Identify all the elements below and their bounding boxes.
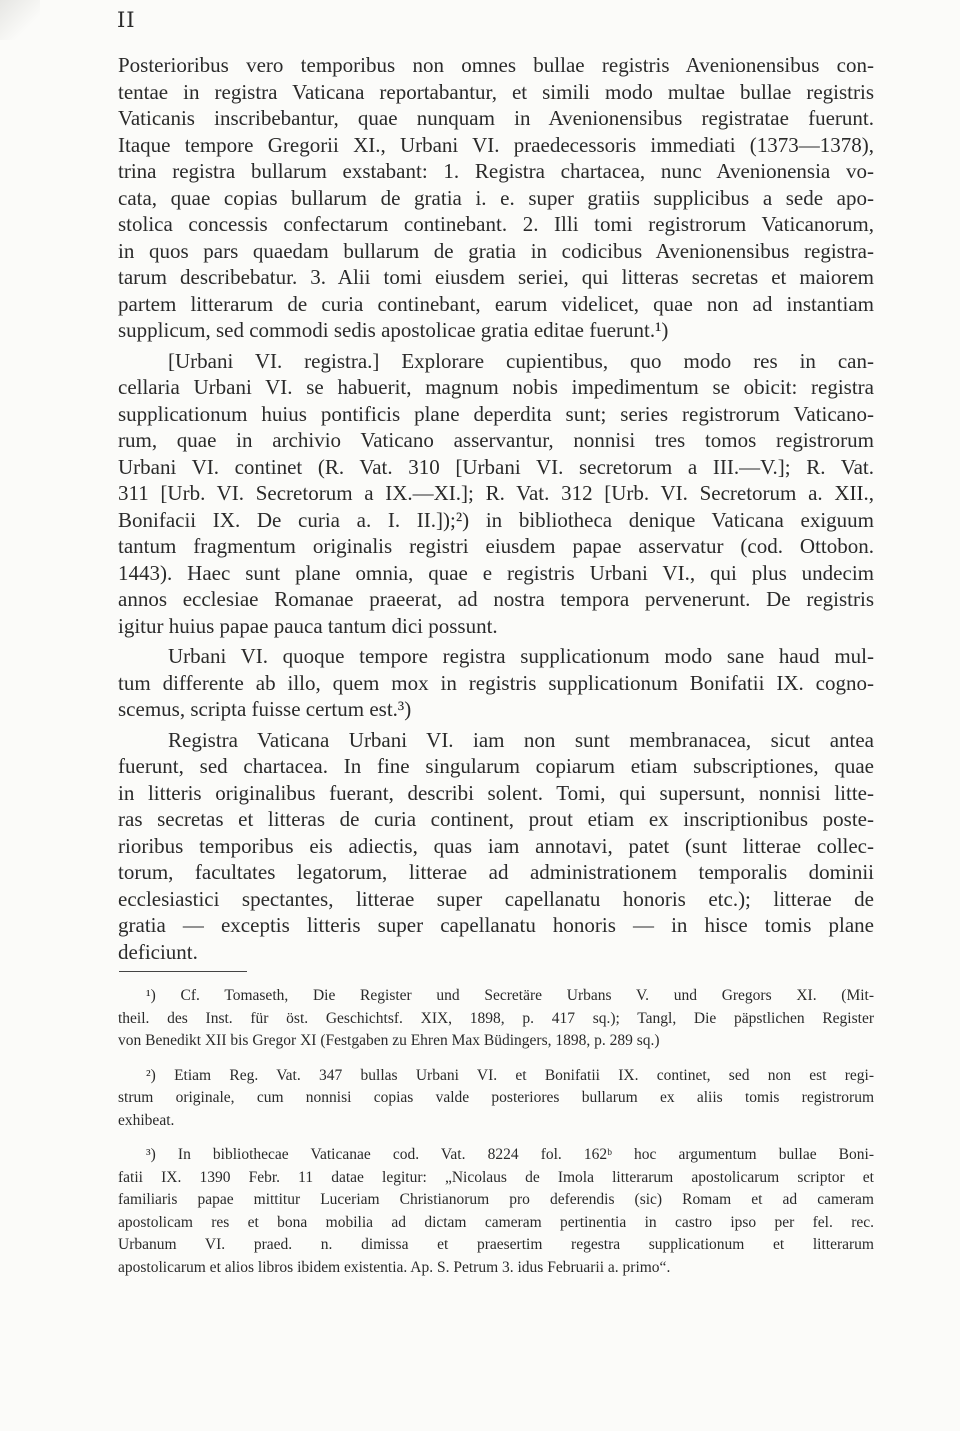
text-line: ecclesiastici spectantes, litterae super capellanatu honoris etc.); litterae de [118,886,874,911]
text-line: in quos pars quaedam bullarum de gratia in codicibus Avenionensibus registra- [118,238,874,263]
text-line: cata, quae copias bullarum de gratia i. e. super gratiis supplicibus a sede apo- [118,185,874,210]
footnote-line: ²) Etiam Reg. Vat. 347 bullas Urbani VI. et Bonifatii IX. continet, sed non est regi- [146,1066,874,1084]
footnote-line: fatii IX. 1390 Febr. 11 datae legitur: „Nicolaus de Imola litterarum apostolicarum scriptor et [118,1168,874,1186]
footnote-line: von Benedikt XII bis Gregor XI (Festgaben zu Ehren Max Büdingers, 1898, p. 289 sq.) [118,1032,660,1049]
text-line: rum, quae in archivio Vaticano asservantur, nonnisi tres tomos registrorum [118,428,874,452]
footnote-line: ³) In bibliothecae Vaticanae cod. Vat. 8224 fol. 162ᵇ hoc argumentum bullae Boni- [146,1146,874,1163]
text-line: Urbani VI. quoque tempore registra supplicationum modo sane haud mul- [168,644,874,668]
text-line: Itaque tempore Gregorii XI., Urbani VI. praedecessoris immediati (1373—1378), [118,132,874,157]
footnote-line: apostolicarum et alios libros ibidem existentia. Ap. S. Petrum 3. idus Februarii a. primo“. [118,1258,671,1276]
text-line: 1443). Haec sunt plane omnia, quae e registris Urbani VI., qui plus undecim [118,560,874,585]
text-line: trina registra bullarum exstabant: 1. Registra chartacea, nunc Avenionensia vo- [118,159,874,183]
text-line: supplicum, sed commodi sedis apostolicae gratia editae fuerunt.¹) [118,318,669,342]
scan-shadow [0,0,40,40]
text-line: Registra Vaticana Urbani VI. iam non sunt membranacea, sicut antea [168,727,874,752]
text-line: supplicationum huius pontificis plane deperdita sunt; series registrorum Vaticano- [118,401,874,426]
text-line: stolica concessis confectarum continebant. 2. Illi tomi registrorum Vaticanorum, [118,212,874,236]
text-line: [Urbani VI. registra.] Explorare cupientibus, quo modo res in can- [168,348,874,373]
text-line: in litteris originalibus fuerant, describi solent. Tomi, qui supersunt, nonnisi litte- [118,780,874,805]
text-line: torum, facultates legatorum, litterae ad administrationem temporalis dominii [118,860,874,884]
text-line: tum differente ab illo, quem mox in registris supplicationum Bonifatii IX. cogno- [118,670,874,695]
text-line: annos ecclesiae Romanae praeerat, ad nostra tempora pervenerunt. De registris [118,587,874,611]
footnote-line: ¹) Cf. Tomaseth, Die Register und Secretäre Urbans V. und Gregors XI. (Mit- [146,987,874,1004]
footnote-line: familiaris papae mittitur Luceriam Christianorum pro deferendis (sic) Romam et ad cameram [118,1191,874,1208]
text-line: igitur huius papae pauca tantum dici possunt. [118,613,498,638]
footnote-line: strum originale, cum nonnisi copias valde posteriores bullarum ex aliis tomis registrorum [118,1089,874,1106]
footnote-line: theil. des Inst. für öst. Geschichtsf. XIX, 1898, p. 417 sq.); Tangl, Die päpstlichen Register [118,1009,874,1027]
footnote-line: exhibeat. [118,1111,175,1129]
footnote-line: apostolicam res et bona mobilia ad dictam cameram pertinentia in castro ipso per fel. rec. [118,1213,874,1231]
text-line: Vaticanis inscribebantur, quae nunquam in Avenionensibus registratae fuerunt. [118,106,874,130]
text-line: cellaria Urbani VI. se habuerit, magnum nobis impedimentum se obicit: registra [118,375,874,399]
text-line: tentae in registra Vaticana reportabantur, et simili modo multae bullae registris [118,79,874,104]
text-line: scemus, scripta fuisse certum est.³) [118,697,412,721]
footnote-divider [119,971,247,972]
text-line: Urbani VI. continet (R. Vat. 310 [Urbani VI. secretorum a III.—V.]; R. Vat. [118,454,874,479]
footnote-line: Urbanum VI. praed. n. dimissa et praesertim regestra supplicationum et litterarum [118,1236,874,1253]
text-line: deficiunt. [118,939,198,964]
text-line: partem litterarum de curia continebant, earum videlicet, quae non ad instantiam [118,291,874,316]
text-line: Bonifacii IX. De curia a. I. II.]);²) in bibliotheca denique Vaticana exiguum [118,507,874,532]
text-line: tarum describebatur. 3. Alii tomi eiusdem seriei, qui litteras secretas et maiorem [118,265,874,289]
text-line: Posterioribus vero temporibus non omnes bullae registris Avenionensibus con- [118,53,874,77]
main-text [118,52,874,965]
page-number: II [117,8,136,32]
footnotes [118,985,874,1279]
text-line: gratia — exceptis litteris super capellanatu honoris — in hisce tomis plane [118,913,874,937]
text-line: rioribus temporibus eis adiectis, quas iam annotavi, patet (sunt litterae collec- [118,833,874,858]
text-line: 311 [Urb. VI. Secretorum a IX.—XI.]; R. Vat. 312 [Urb. VI. Secretorum a. XII., [118,481,874,505]
text-line: ras secretas et litteras de curia continent, prout etiam ex inscriptionibus poste- [118,807,874,831]
text-line: tantum fragmentum originalis registri eiusdem papae asservatur (cod. Ottobon. [118,534,874,558]
text-line: fuerunt, sed chartacea. In fine singularum copiarum etiam subscriptiones, quae [118,754,874,778]
